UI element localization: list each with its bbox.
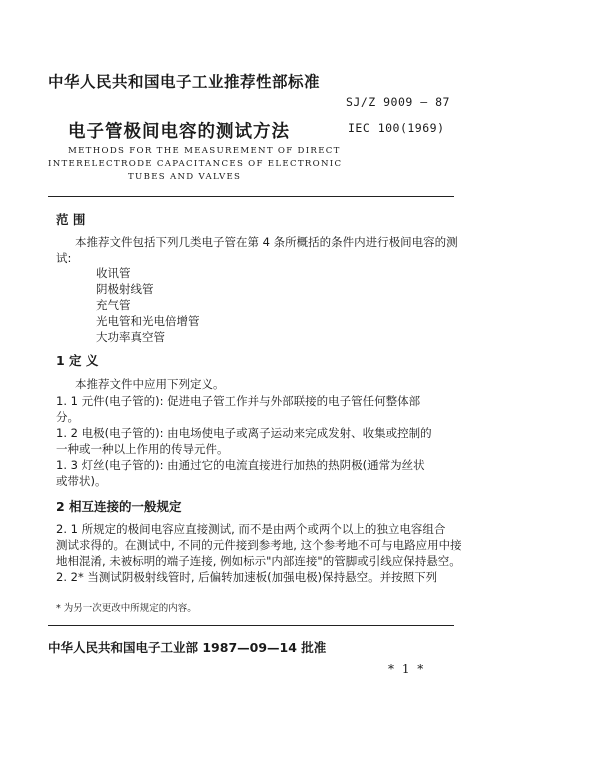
clause-2-1-line3: 地相混淆, 未被标明的端子连接, 例如标示"内部连接"的管脚或引线应保持悬空。 [56,554,461,568]
scope-intro-line1: 本推荐文件包括下列几类电子管在第 4 条所概括的条件内进行极间电容的测 [75,235,458,249]
scope-list-item: 光电管和光电倍增管 [96,314,200,328]
section-2-heading: 2 相互连接的一般规定 [56,499,182,514]
scope-list-item: 充气管 [96,298,131,312]
definition-1-3-line1: 1. 3 灯丝(电子管的): 由通过它的电流直接进行加热的热阴极(通常为丝状 [56,458,425,472]
definition-1-2-line2: 一种或一种以上作用的传导元件。 [56,442,229,456]
section-1-intro: 本推荐文件中应用下列定义。 [75,377,225,391]
footnote: * 为另一次更改中所规定的内容。 [56,603,197,614]
clause-2-2-line1: 2. 2* 当测试阴极射线管时, 后偏转加速板(加强电极)保持悬空。并按照下列 [56,570,438,584]
definition-1-1-line2: 分。 [56,410,79,424]
approval-line: 中华人民共和国电子工业部 1987—09—14 批准 [48,640,327,655]
scope-heading: 范 围 [56,212,86,227]
footer-divider [48,625,454,626]
scope-list-item: 大功率真空管 [96,330,165,344]
definition-1-3-line2: 或带状)。 [56,474,107,488]
standard-title: 中华人民共和国电子工业推荐性部标准 [48,73,321,91]
clause-2-1-line1: 2. 1 所规定的极间电容应直接测试, 而不是由两个或两个以上的独立电容组合 [56,522,446,536]
scope-list-item: 阴极射线管 [96,282,154,296]
iec-reference: IEC 100(1969) [348,121,445,135]
definition-1-1-line1: 1. 1 元件(电子管的): 促进电子管工作并与外部联接的电子管任何整体部 [56,394,421,408]
document-title-en-line3: TUBES AND VALVES [128,172,242,182]
clause-2-1-line2: 测试求得的。在测试中, 不同的元件接到参考地, 这个参考地不可与电路应用中接 [56,538,462,552]
scope-intro-line2: 试: [56,251,72,265]
definition-1-2-line1: 1. 2 电极(电子管的): 由电场使电子或离子运动来完成发射、收集或控制的 [56,426,432,440]
header-divider [48,196,454,197]
document-title-cn: 电子管极间电容的测试方法 [68,122,290,142]
section-1-heading: 1 定 义 [56,353,99,368]
document-title-en-line2: INTERELECTRODE CAPACITANCES OF ELECTRONIC [48,159,343,169]
page-number: * 1 * [388,662,426,676]
standard-code: SJ/Z 9009 — 87 [346,95,450,109]
scope-list-item: 收讯管 [96,266,131,280]
document-title-en-line1: METHODS FOR THE MEASUREMENT OF DIRECT [68,146,341,156]
